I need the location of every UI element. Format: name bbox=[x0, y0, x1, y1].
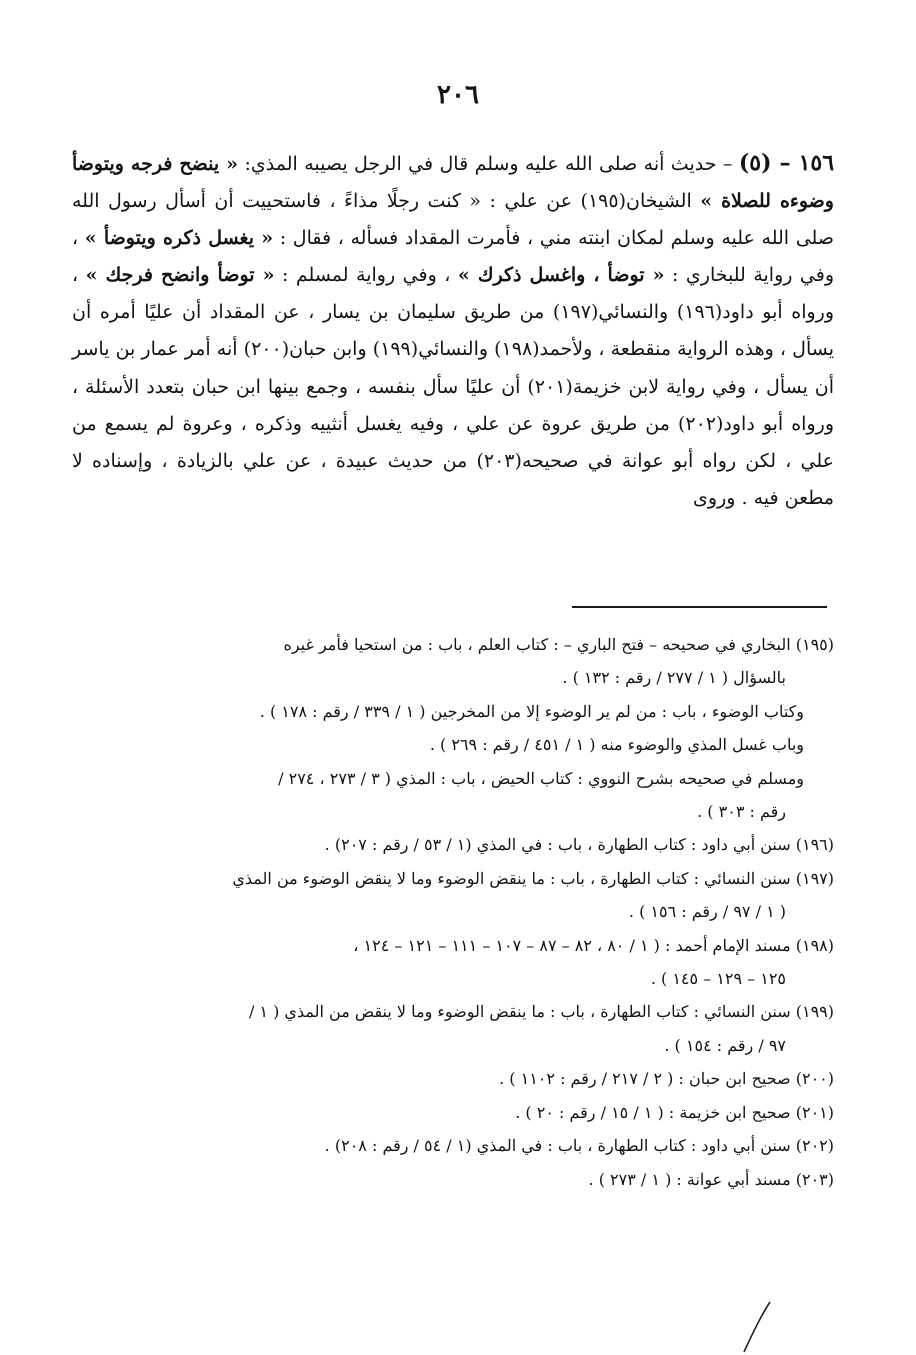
footnote-ref: (١٩٦) bbox=[676, 301, 723, 324]
footnote-201: (٢٠١) صحيح ابن خزيمة : ( ١ / ١٥ / رقم : ٢٠ ) . bbox=[515, 1102, 834, 1122]
footnote-196: (١٩٦) سنن أبي داود : كتاب الطهارة ، باب : في المذي (١ / ٥٣ / رقم : ٢٠٧) . bbox=[324, 835, 834, 855]
text-run: ، وفي رواية لمسلم : bbox=[274, 264, 458, 287]
hadith-number: ١٥٦ – (٥) bbox=[738, 150, 835, 176]
hadith-quote: « ينضح فرجه ويتوضأ وضوءه للصلاة » bbox=[72, 153, 834, 213]
text-run: الشيخان bbox=[625, 190, 701, 213]
footnote-ref: (١٩٥) bbox=[580, 190, 626, 213]
footnote-ref: (٢٠١) bbox=[527, 375, 573, 398]
text-run: من طريق عروة عن علي ، وفيه يغسل أنثييه وذكره ، وعروة لم يسمع من علي ، لكن رواه أبو عوانة في صحيحه bbox=[72, 412, 834, 472]
footnote-ref: (٢٠٠) bbox=[243, 338, 290, 361]
text-run: والنسائي bbox=[418, 338, 495, 361]
footnote-195-line: ومسلم في صحيحه بشرح النووي : كتاب الحيض ، باب : المذي ( ٣ / ٢٧٣ ، ٢٧٤ / bbox=[278, 768, 804, 788]
footnote-197: (١٩٧) سنن النسائي : كتاب الطهارة ، باب : ما ينقض الوضوء وما لا ينقض الوضوء من المذي bbox=[232, 868, 834, 888]
text-run: ، وفي رواية للبخاري : bbox=[72, 227, 835, 287]
footnote-202: (٢٠٢) سنن أبي داود : كتاب الطهارة ، باب : في المذي (١ / ٥٤ / رقم : ٢٠٨) . bbox=[324, 1136, 834, 1156]
hadith-quote: « يغسل ذكره ويتوضأ » bbox=[84, 227, 274, 250]
footnote-ref: (١٩٨) bbox=[494, 338, 540, 361]
text-run: عن علي : « كنت رجلًا مذاءً ، فاستحييت أن أسأل رسول الله صلى الله عليه وسلم لمكان ابنته مني ، فأمرت المقداد فسأله ، فقال : bbox=[72, 190, 834, 250]
text-run: وابن حبان bbox=[289, 338, 373, 361]
page-number: ٢٠٦ bbox=[437, 80, 479, 110]
footnote-195-cont: بالسؤال ( ١ / ٢٧٧ / رقم : ١٣٢ ) . bbox=[562, 668, 786, 688]
footnote-195-line: وباب غسل المذي والوضوء منه ( ١ / ٤٥١ / رقم : ٢٦٩ ) . bbox=[429, 735, 804, 755]
footnote-divider bbox=[572, 606, 827, 608]
text-run: والنسائي bbox=[598, 301, 677, 324]
pen-stroke-mark bbox=[722, 1300, 782, 1355]
footnote-198: (١٩٨) مسند الإمام أحمد : ( ١ / ٨٠ ، ٨٢ – ٨٧ – ١٠٧ – ١١١ – ١٢١ – ١٢٤ ، bbox=[353, 935, 834, 955]
footnote-199: (١٩٩) سنن النسائي : كتاب الطهارة ، باب : ما ينقض الوضوء وما لا ينقض من المذي ( ١ / bbox=[248, 1002, 834, 1022]
footnote-200: (٢٠٠) صحيح ابن حبان : ( ٢ / ٢١٧ / رقم : ١١٠٢ ) . bbox=[499, 1069, 834, 1089]
footnote-ref: (٢٠٣) bbox=[476, 449, 522, 472]
footnotes bbox=[72, 628, 834, 1196]
footnote-195-line: وكتاب الوضوء ، باب : من لم ير الوضوء إلا من المخرجين ( ١ / ٣٣٩ / رقم : ١٧٨ ) . bbox=[259, 701, 804, 721]
footnote-195-cont: رقم : ٣٠٣ ) . bbox=[697, 802, 786, 822]
text-run: من طريق سليمان بن يسار ، عن المقداد أن عليًا أمره أن يسأل ، وهذه الرواية منقطعة ، ولأحمد bbox=[72, 301, 834, 361]
footnote-195: (١٩٥) البخاري في صحيحه – فتح الباري – : كتاب العلم ، باب : من استحيا فأمر غيره bbox=[283, 635, 834, 654]
footnote-197-cont: ( ١ / ٩٧ / رقم : ١٥٦ ) . bbox=[628, 902, 786, 922]
footnote-ref: (١٩٩) bbox=[372, 338, 419, 361]
text-run: – حديث أنه صلى الله عليه وسلم قال في الرجل يصيبه المذي: bbox=[238, 153, 739, 175]
footnote-ref: (٢٠٢) bbox=[677, 412, 724, 435]
hadith-quote: « توضأ ، واغسل ذكرك » bbox=[457, 264, 665, 287]
footnote-203: (٢٠٣) مسند أبي عوانة : ( ١ / ٢٧٣ ) . bbox=[588, 1169, 834, 1189]
hadith-quote: « توضأ وانضح فرجك » bbox=[85, 264, 275, 287]
text-run: أنه أمر عمار بن ياسر أن يسأل ، وفي رواية لابن خزيمة bbox=[72, 338, 835, 398]
footnote-199-cont: ٩٧ / رقم : ١٥٤ ) . bbox=[664, 1035, 786, 1055]
text-run: أن عليًا سأل بنفسه ، وجمع بينها ابن حبان بتعدد الأسئلة ، ورواه أبو داود bbox=[72, 375, 834, 435]
main-paragraph bbox=[72, 145, 834, 517]
footnote-ref: (١٩٧) bbox=[552, 301, 599, 324]
text-run: ، ورواه أبو داود bbox=[72, 264, 834, 324]
footnote-198-cont: ١٢٥ – ١٢٩ – ١٤٥ ) . bbox=[650, 969, 786, 989]
text-run: من حديث عبيدة ، عن علي بالزيادة ، وإسناده لا مطعن فيه . وروى bbox=[72, 449, 834, 509]
